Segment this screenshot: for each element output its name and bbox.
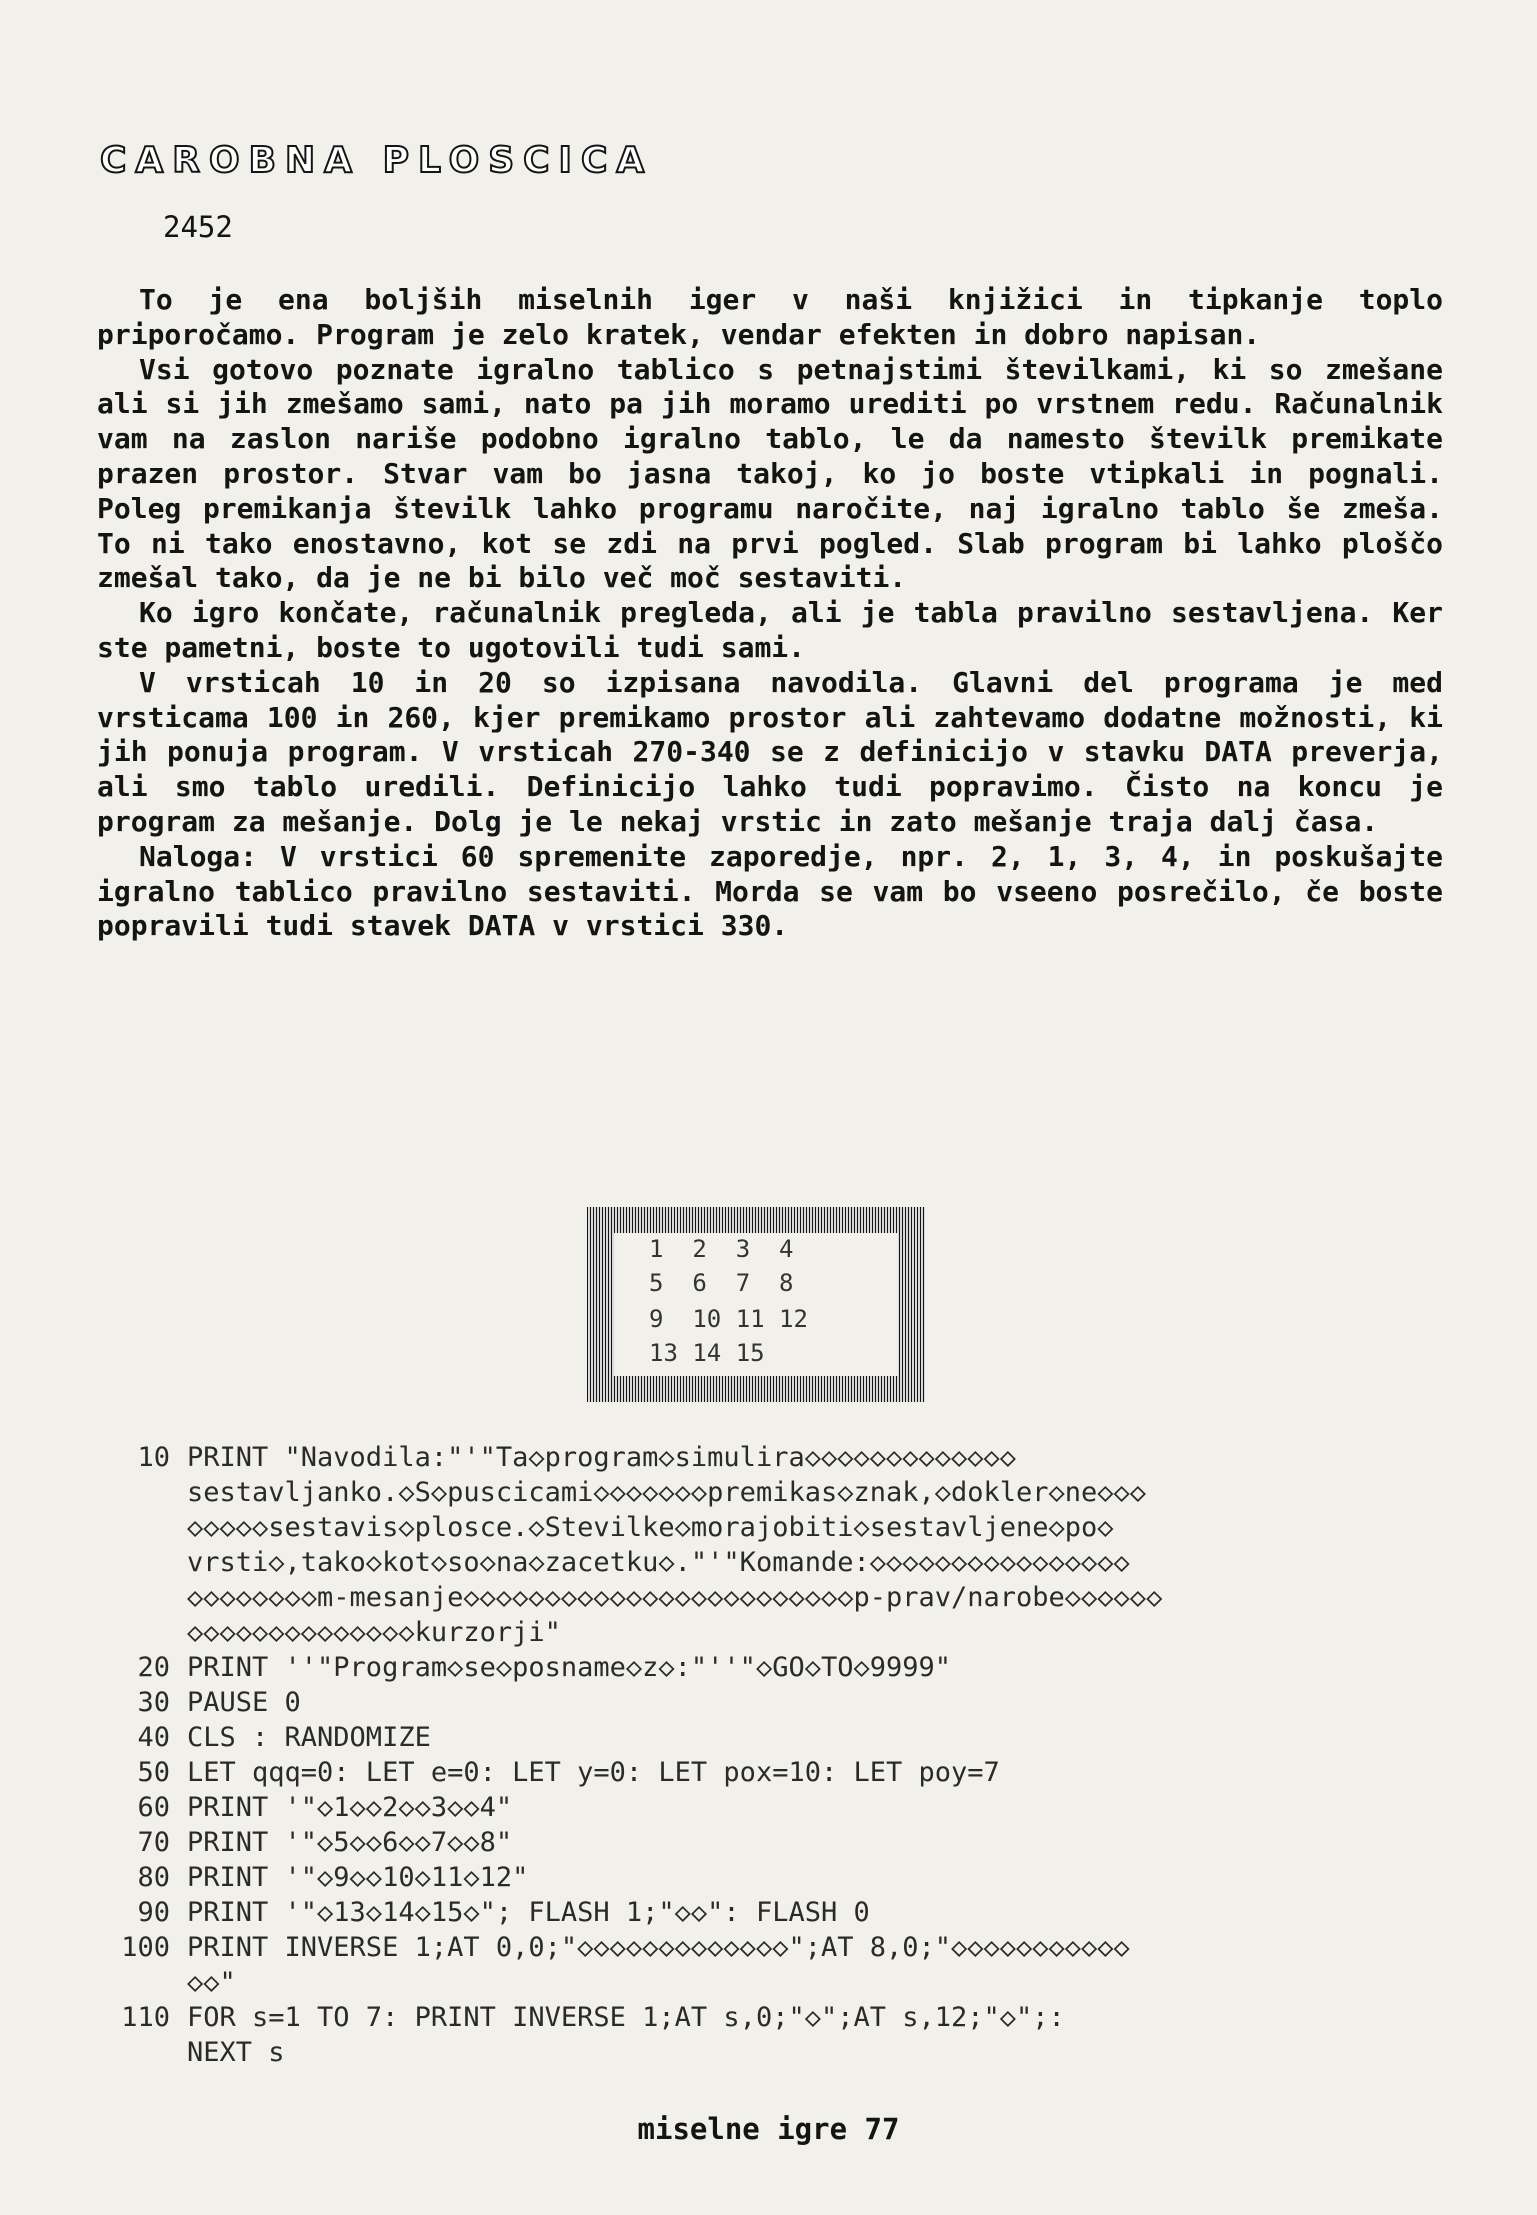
line-number: 60 (137, 1792, 170, 1823)
line-number: 70 (137, 1827, 170, 1858)
line-number: 110 (121, 2002, 170, 2033)
code-text: PRINT "Navodila:"'"Ta◇program◇simulira◇◇◇◇◇◇◇◇◇◇◇◇◇ (187, 1442, 1017, 1473)
code-text: FOR s=1 TO 7: PRINT INVERSE 1;AT s,0;"◇";AT s,12;"◇";: (187, 2002, 1065, 2033)
board-row: 13 14 15 (649, 1339, 765, 1367)
paragraph: Naloga: V vrstici 60 spremenite zaporedje, npr. 2, 1, 3, 4, in poskušajte igralno tablico pravilno sestaviti. Morda se vam bo vseeno posrečilo, če boste popravili tudi stavek DATA v vrstici 330. (97, 839, 1443, 943)
code-text: PRINT ''"Program◇se◇posname◇z◇:"''"◇GO◇TO◇9999" (187, 1652, 952, 1683)
page-title: CAROBNA PLOSCICA (100, 140, 654, 181)
code-line (122, 2000, 1442, 2070)
code-text: ◇◇◇◇◇sestavis◇plosce.◇Stevilke◇morajobiti◇sestavljene◇po◇ (187, 1512, 1114, 1543)
code-text: PAUSE 0 (187, 1687, 301, 1718)
code-text: PRINT '"◇1◇◇2◇◇3◇◇4" (187, 1792, 513, 1823)
code-text: sestavljanko.◇S◇puscicami◇◇◇◇◇◇◇premikas◇znak,◇dokler◇ne◇◇◇ (187, 1477, 1147, 1508)
code-text: CLS : RANDOMIZE (187, 1722, 431, 1753)
code-line (122, 1825, 1442, 1860)
code-line (122, 1755, 1442, 1790)
code-text: PRINT INVERSE 1;AT 0,0;"◇◇◇◇◇◇◇◇◇◇◇◇◇";AT 8,0;"◇◇◇◇◇◇◇◇◇◇◇ (187, 1932, 1130, 1963)
code-text: LET qqq=0: LET e=0: LET y=0: LET pox=10: LET poy=7 (187, 1757, 1000, 1788)
code-text: ◇◇" (187, 1967, 236, 1998)
line-number: 50 (137, 1757, 170, 1788)
line-number: 30 (137, 1687, 170, 1718)
paragraph: To je ena boljših miselnih iger v naši knjižici in tipkanje toplo priporočamo. Program je zelo kratek, vendar efekten in dobro napisan. (97, 283, 1443, 351)
code-line (122, 1650, 1442, 1685)
line-number: 100 (121, 1932, 170, 1963)
code-line (122, 1895, 1442, 1930)
code-line (122, 1440, 1442, 1650)
code-line (122, 1790, 1442, 1825)
code-line (122, 1720, 1442, 1755)
code-text: PRINT '"◇5◇◇6◇◇7◇◇8" (187, 1827, 513, 1858)
code-text: vrsti◇,tako◇kot◇so◇na◇zacetku◇."'"Komande:◇◇◇◇◇◇◇◇◇◇◇◇◇◇◇◇ (187, 1547, 1130, 1578)
page-footer: miselne igre 77 (637, 2112, 900, 2146)
puzzle-board-figure (587, 1207, 925, 1402)
board-row: 1 2 3 4 (649, 1235, 794, 1263)
board-row: 5 6 7 8 (649, 1269, 794, 1297)
program-number: 2452 (163, 210, 233, 244)
basic-listing (122, 1440, 1442, 2070)
code-line (122, 1860, 1442, 1895)
puzzle-board-grid (614, 1233, 898, 1376)
board-row: 9 10 11 12 (649, 1305, 808, 1333)
paragraph: Ko igro končate, računalnik pregleda, ali je tabla pravilno sestavljena. Ker ste pametni, boste to ugotovili tudi sami. (97, 596, 1443, 664)
article-text (97, 283, 1443, 944)
line-number: 10 (137, 1442, 170, 1473)
code-text: PRINT '"◇13◇14◇15◇"; FLASH 1;"◇◇": FLASH 0 (187, 1897, 870, 1928)
code-line (122, 1930, 1442, 2000)
line-number: 80 (137, 1862, 170, 1893)
code-line (122, 1685, 1442, 1720)
paragraph: Vsi gotovo poznate igralno tablico s petnajstimi številkami, ki so zmešane ali si jih zmešamo sami, nato pa jih moramo urediti po vrstnem redu. Računalnik vam na zaslon nariše podobno igralno tablo, le da namesto številk premikate prazen prostor. Stvar vam bo jasna takoj, ko jo boste vtipkali in pognali. Poleg premikanja številk lahko programu naročite, naj igralno tablo še zmeša. To ni tako enostavno, kot se zdi na prvi pogled. Slab program bi lahko ploščo zmešal tako, da je ne bi bilo več moč sestaviti. (97, 352, 1443, 595)
code-text: ◇◇◇◇◇◇◇◇◇◇◇◇◇◇kurzorji" (187, 1617, 561, 1648)
line-number: 20 (137, 1652, 170, 1683)
line-number: 40 (137, 1722, 170, 1753)
line-number: 90 (137, 1897, 170, 1928)
code-text: PRINT '"◇9◇◇10◇11◇12" (187, 1862, 529, 1893)
paragraph: V vrsticah 10 in 20 so izpisana navodila. Glavni del programa je med vrsticama 100 in 260, kjer premikamo prostor ali zahtevamo dodatne možnosti, ki jih ponuja program. V vrsticah 270-340 se z definicijo v stavku DATA preverja, ali smo tablo uredili. Definicijo lahko tudi popravimo. Čisto na koncu je program za mešanje. Dolg je le nekaj vrstic in zato mešanje traja dalj časa. (97, 665, 1443, 838)
code-text: ◇◇◇◇◇◇◇◇m-mesanje◇◇◇◇◇◇◇◇◇◇◇◇◇◇◇◇◇◇◇◇◇◇◇◇p-prav/narobe◇◇◇◇◇◇ (187, 1582, 1163, 1613)
code-text: NEXT s (187, 2037, 285, 2068)
